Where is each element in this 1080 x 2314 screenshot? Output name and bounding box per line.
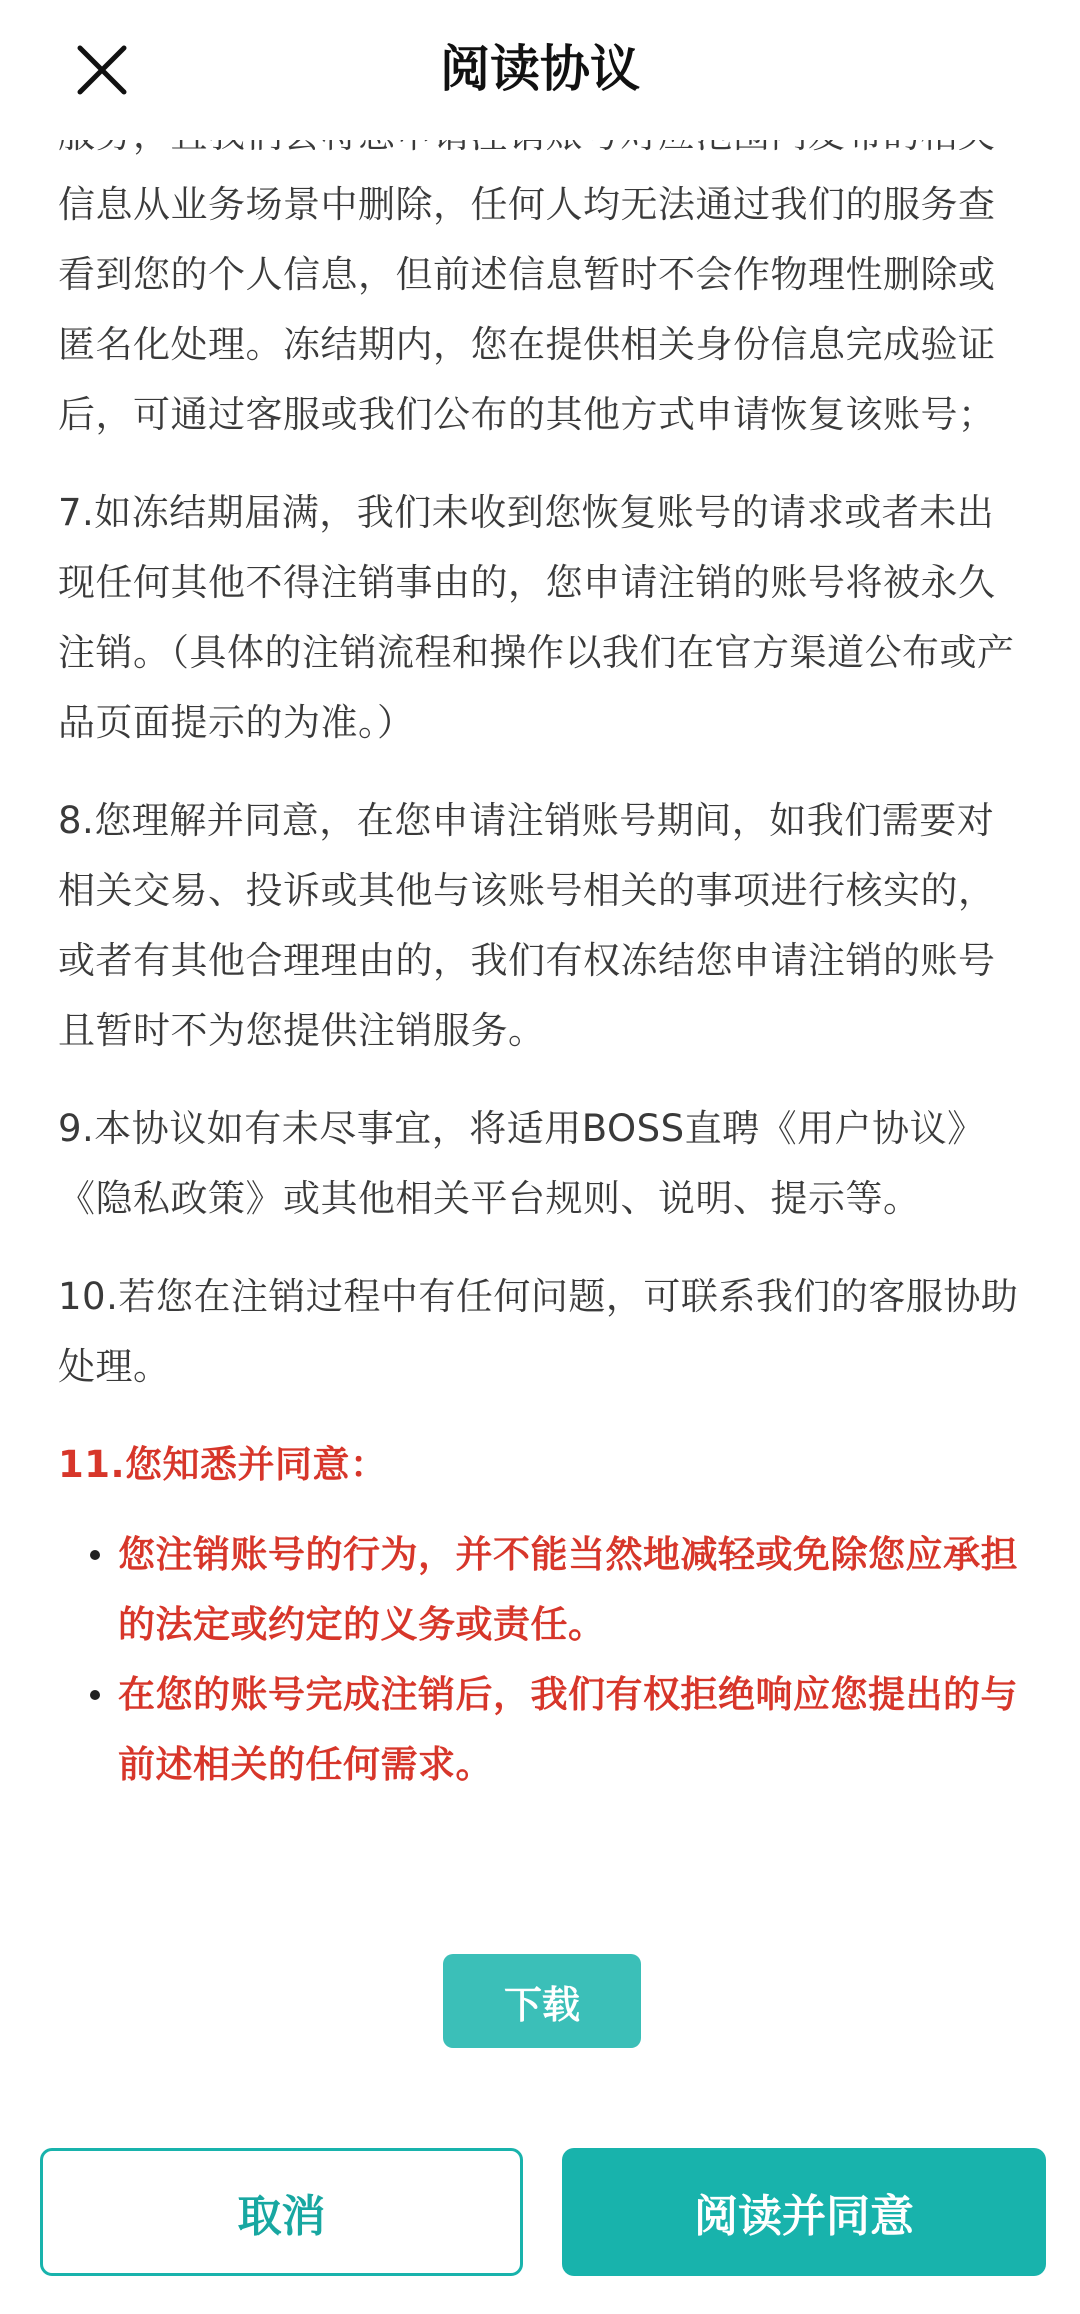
cancel-button[interactable]: 取消 <box>40 2148 523 2276</box>
agreement-paragraph: 7.如冻结期届满，我们未收到您恢复账号的请求或者未出现任何其他不得注销事由的，您申请注销的账号将被永久注销。（具体的注销流程和操作以我们在官方渠道公布或产品页面提示的为准。） <box>58 491 1015 744</box>
notice-heading: 11.您知悉并同意： <box>58 1443 388 1486</box>
agreement-paragraph: 10.若您在注销过程中有任何问题，可联系我们的客服协助处理。 <box>58 1275 1019 1388</box>
notice-item: 在您的账号完成注销后，我们有权拒绝响应您提出的与前述相关的任何需求。 <box>58 1660 1028 1800</box>
footer-actions <box>0 2140 1080 2314</box>
notice-item: 您注销账号的行为，并不能当然地减轻或免除您应承担的法定或约定的义务或责任。 <box>58 1520 1028 1660</box>
download-button[interactable]: 下载 <box>443 1954 641 2048</box>
agreement-paragraph: 8.您理解并同意，在您申请注销账号期间，如我们需要对相关交易、投诉或其他与该账号相关的事项进行核实的，或者有其他合理理由的，我们有权冻结您申请注销的账号且暂时不为您提供注销服务。 <box>58 799 996 1052</box>
agreement-paragraph: 9.本协议如有未尽事宜，将适用BOSS直聘《用户协议》《隐私政策》或其他相关平台规则、说明、提示等。 <box>58 1107 985 1220</box>
page-title: 阅读协议 <box>440 40 640 98</box>
agreement-content[interactable] <box>58 120 1028 1960</box>
read-and-agree-button[interactable]: 阅读并同意 <box>562 2148 1046 2276</box>
header-bar <box>0 0 1080 140</box>
notice-list <box>58 1520 1028 1800</box>
agreement-paragraph: 信息从业务场景中删除，任何人均无法通过我们的服务查看到您的个人信息，但前述信息暂时不会作物理性删除或匿名化处理。冻结期内，您在提供相关身份信息完成验证后，可通过客服或我们公布的其他方式申请恢复该账号； <box>58 183 996 436</box>
